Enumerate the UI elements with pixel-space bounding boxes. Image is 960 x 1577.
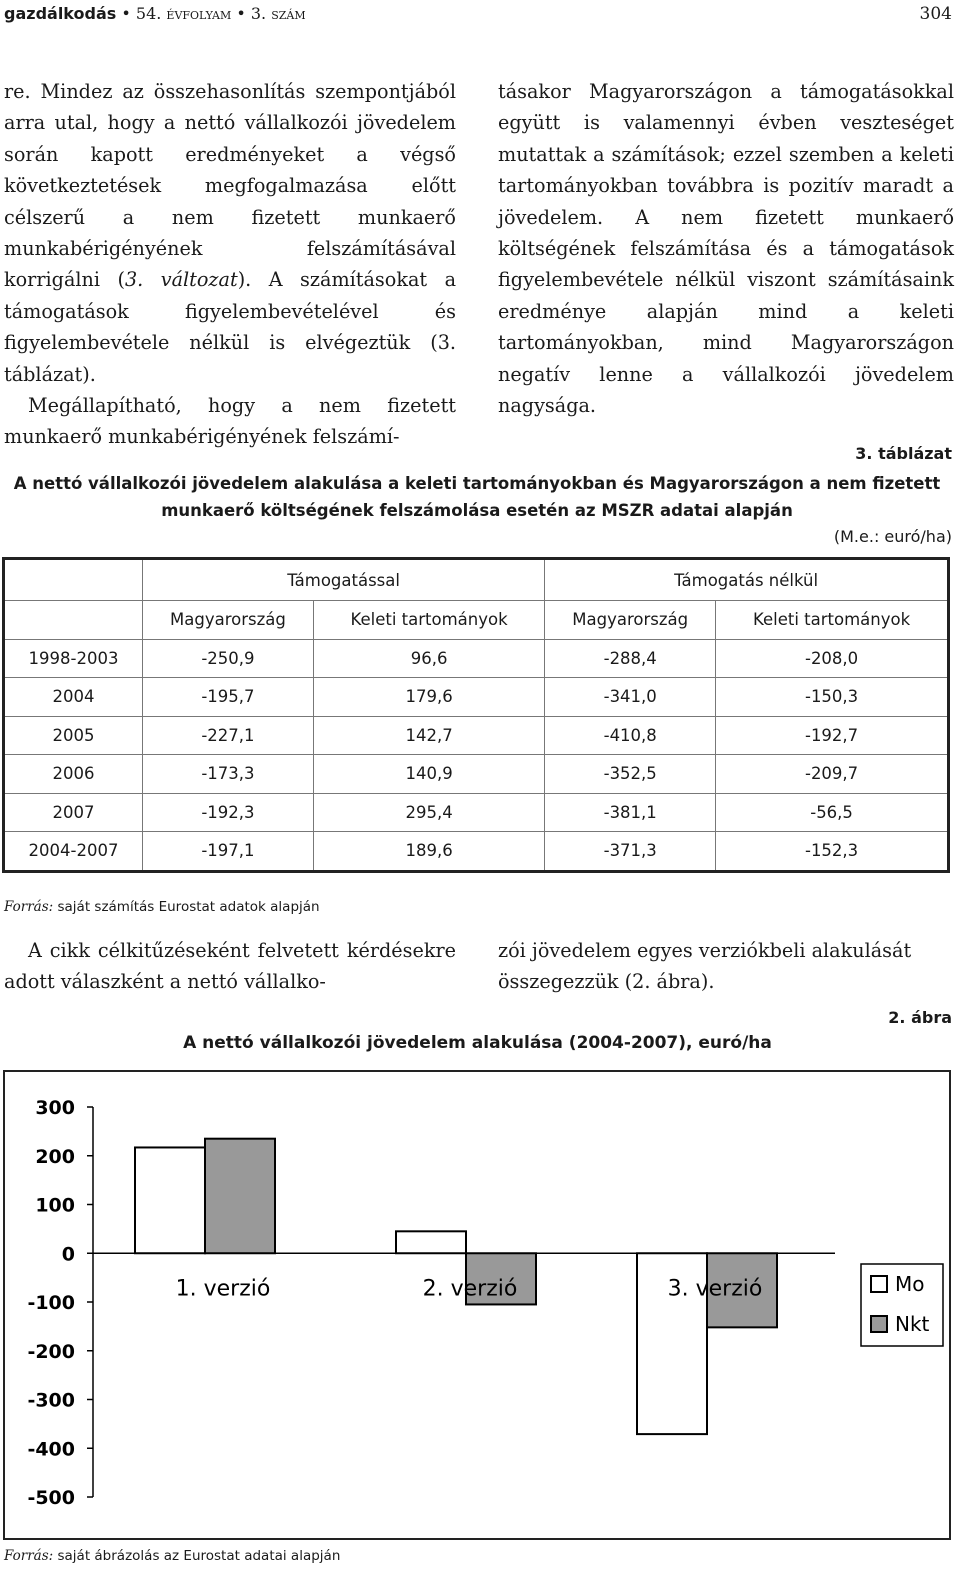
cell: -288,4 <box>545 639 716 678</box>
y-tick-label: 100 <box>35 1194 75 1217</box>
cell: 142,7 <box>313 716 544 755</box>
paragraph: tásakor Magyarországon a támogatásokkal együtt is valamennyi évben veszteséget mutattak a számítások; ezzel szemben a keleti tartományokban továbbra is pozitív maradt a jövedelem. A nem fizetett munkaerő költségének felszámítása és a támogatások figyelembevétele nélkül viszont számításaink eredménye alapján mind a keleti tartományokban, mind Magyarországon negatív lenne a vállalkozói jövedelem nagysága. <box>498 80 954 418</box>
cell: -227,1 <box>143 716 314 755</box>
y-tick-label: -500 <box>27 1487 75 1509</box>
legend-swatch <box>871 1316 887 1332</box>
table-corner <box>4 559 143 601</box>
group-header: Támogatással <box>143 559 545 601</box>
row-year: 2004 <box>4 678 143 717</box>
cell: -209,7 <box>716 755 949 794</box>
cell: -192,3 <box>143 793 314 832</box>
figure-title: A nettó vállalkozói jövedelem alakulása (2004-2007), euró/ha <box>183 1033 772 1053</box>
table-source <box>4 899 320 915</box>
category-label: 3. verzió <box>667 1276 763 1302</box>
table-sub-header-row <box>4 601 949 640</box>
source-label: Forrás: <box>4 1548 54 1564</box>
group-header: Támogatás nélkül <box>545 559 949 601</box>
text-run: re. Mindez az összehasonlítás szempontjából arra utal, hogy a nettó vállalkozói jövedelem során kapott eredményeket a végső következtetések megfogalmazása előtt célszerű a nem fizetett munkaerő munkabérigényének felszámításával korrigálni ( <box>4 80 456 292</box>
cell: -371,3 <box>545 832 716 872</box>
row-year: 1998-2003 <box>4 639 143 678</box>
cell: 189,6 <box>313 832 544 872</box>
page-header <box>4 4 952 28</box>
header-sep: • <box>231 4 251 23</box>
table-row <box>4 793 949 832</box>
y-tick-label: -300 <box>27 1389 75 1412</box>
sub-header: Keleti tartományok <box>313 601 544 640</box>
source-text: saját ábrázolás az Eurostat adatai alapján <box>57 1548 341 1564</box>
y-tick-label: -400 <box>27 1438 75 1461</box>
cell: -152,3 <box>716 832 949 872</box>
legend-label: Nkt <box>895 1312 930 1336</box>
row-year: 2007 <box>4 793 143 832</box>
cell: -410,8 <box>545 716 716 755</box>
bar-nkt <box>205 1139 275 1254</box>
header-sep: • <box>116 4 136 23</box>
paragraph: Megállapítható, hogy a nem fizetett munkaerő munkabérigényének felszámí- <box>4 394 456 449</box>
cell: -197,1 <box>143 832 314 872</box>
table-title: A nettó vállalkozói jövedelem alakulása a keleti tartományokban és Magyarországon a nem fizetett munkaerő költségének felszámolása esetén az MSZR adatai alapján <box>13 474 941 520</box>
table-row <box>4 832 949 872</box>
cell: -192,7 <box>716 716 949 755</box>
cell: -352,5 <box>545 755 716 794</box>
figure-source <box>4 1548 340 1564</box>
cell: 179,6 <box>313 678 544 717</box>
row-year: 2005 <box>4 716 143 755</box>
legend-label: Mo <box>895 1272 925 1296</box>
journal-name: gazdálkodás <box>4 4 117 23</box>
row-year: 2006 <box>4 755 143 794</box>
text-run: ). A számításokat a támogatások figyelembevételével és figyelembevétele nélkül is elvégeztük (3. táblázat). <box>4 268 457 386</box>
table-row <box>4 678 949 717</box>
data-table <box>2 557 950 873</box>
sub-header: Keleti tartományok <box>716 601 949 640</box>
page-number: 304 <box>919 4 952 24</box>
row-year: 2004-2007 <box>4 832 143 872</box>
cell: -250,9 <box>143 639 314 678</box>
cell: -56,5 <box>716 793 949 832</box>
source-label: Forrás: <box>4 899 54 915</box>
left-column-bottom <box>4 935 456 998</box>
left-column-top <box>4 76 456 453</box>
table-unit: (M.e.: euró/ha) <box>833 527 952 546</box>
category-label: 2. verzió <box>422 1276 518 1302</box>
cell: -150,3 <box>716 678 949 717</box>
figure-number: 2. ábra <box>888 1008 952 1027</box>
y-tick-label: 300 <box>35 1097 75 1119</box>
paragraph: A cikk célkitűzéseként felvetett kérdésekre adott válaszként a nettó vállalko- <box>4 939 456 994</box>
y-tick-label: -100 <box>27 1292 75 1314</box>
y-tick-label: 200 <box>35 1145 75 1168</box>
y-tick-label: 0 <box>61 1243 75 1266</box>
volume: 54. évfolyam <box>135 4 232 23</box>
cell: -208,0 <box>716 639 949 678</box>
paragraph <box>4 76 456 390</box>
table-row <box>4 716 949 755</box>
category-label: 1. verzió <box>175 1276 271 1302</box>
sub-header: Magyarország <box>545 601 716 640</box>
cell: -195,7 <box>143 678 314 717</box>
cell: -381,1 <box>545 793 716 832</box>
table-row <box>4 639 949 678</box>
right-column-top <box>498 76 954 421</box>
cell: 140,9 <box>313 755 544 794</box>
bar-mo <box>396 1231 466 1253</box>
italic-run: 3. változat <box>124 268 238 292</box>
issue: 3. szám <box>250 4 306 23</box>
cell: -341,0 <box>545 678 716 717</box>
table-corner <box>4 601 143 640</box>
table-group-header-row <box>4 559 949 601</box>
bar-chart <box>5 1072 949 1538</box>
legend-swatch <box>871 1276 887 1292</box>
chart-frame <box>3 1070 951 1540</box>
table-number: 3. táblázat <box>855 444 952 463</box>
table-row <box>4 755 949 794</box>
right-column-bottom <box>498 935 954 998</box>
paragraph: zói jövedelem egyes verziókbeli alakulását összegezzük (2. ábra). <box>498 939 912 994</box>
cell: -173,3 <box>143 755 314 794</box>
bar-mo <box>135 1147 205 1253</box>
cell: 295,4 <box>313 793 544 832</box>
y-tick-label: -200 <box>27 1340 75 1363</box>
sub-header: Magyarország <box>143 601 314 640</box>
source-text: saját számítás Eurostat adatok alapján <box>57 899 320 915</box>
cell: 96,6 <box>313 639 544 678</box>
